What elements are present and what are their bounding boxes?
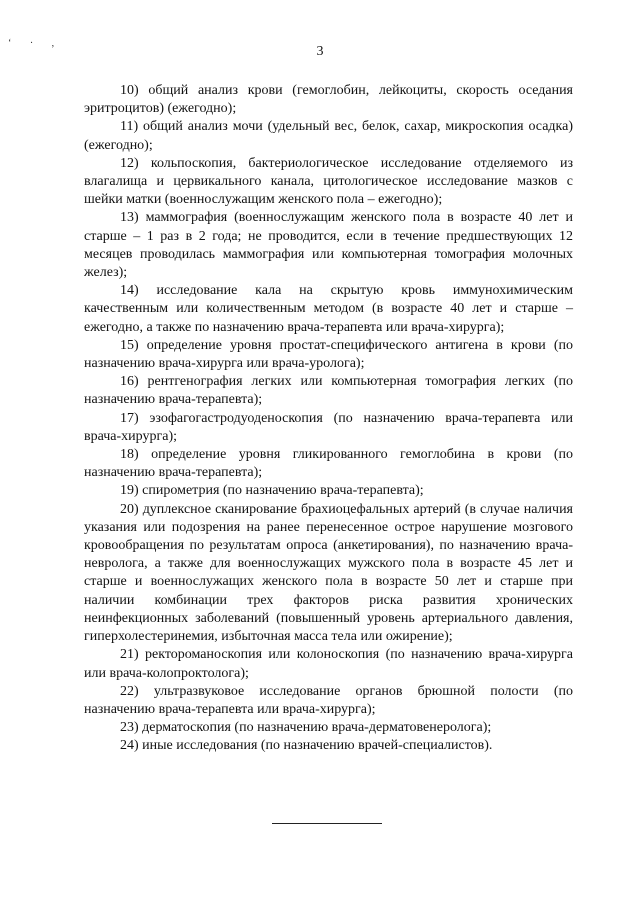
end-divider-line: [272, 823, 382, 824]
list-item: 16) рентгенография легких или компьютерная томография легких (по назначению врача-терапевта);: [84, 374, 573, 408]
list-item: 15) определение уровня простат-специфического антигена в крови (по назначению врача-хирурга или врача-уролога);: [84, 337, 573, 372]
list-item: 21) ректороманоскопия или колоноскопия (по назначению врача-хирурга или врача-колопроктолога);: [84, 647, 573, 681]
list-item: 19) спирометрия (по назначению врача-терапевта);: [120, 483, 424, 499]
list-item: 20) дуплексное сканирование брахиоцефальных артерий (в случае наличия указания или подозрения на ранее перенесенное острое нарушение мозгового кровообращения по результатам опроса (анкетирования), по назначению врача-невролога, а также для военнослужащих мужского пола в возрасте 45 лет и старше и военнослужащих женского пола в возрасте 50 лет и старше при наличии комбинации трех факторов риска развития хронических неинфекционных заболеваний (повышенный уровень артериального давления, гиперхолестеринемия, избыточная масса тела или ожирение);: [84, 501, 573, 645]
list-item: 13) маммография (военнослужащим женского пола в возрасте 40 лет и старше – 1 раз в 2 года; не проводится, если в течение предшествующих 12 месяцев проводилась маммография или компьютерная томография молочных желез);: [84, 210, 573, 281]
list-item: 24) иные исследования (по назначению врачей-специалистов).: [120, 738, 493, 754]
page-number: 3: [316, 44, 324, 59]
list-item: 23) дерматоскопия (по назначению врача-дерматовенеролога);: [120, 720, 492, 736]
list-item: 17) эзофагогастродуоденоскопия (по назначению врача-терапевта или врача-хирурга);: [84, 410, 573, 444]
list-item: 12) кольпоскопия, бактериологическое исследование отделяемого из влагалища и цервикального канала, цитологическое исследование мазков с шейки матки (военнослужащим женского пола – ежегодно);: [84, 155, 573, 208]
list-item: 10) общий анализ крови (гемоглобин, лейкоциты, скорость оседания эритроцитов) (ежегодно);: [84, 83, 573, 117]
list-item: 14) исследование кала на скрытую кровь иммунохимическим качественным или количественным методом (в возрасте 40 лет и старше – ежегодно, а также по назначению врача-терапевта или врача-хирурга);: [84, 283, 573, 335]
list-item: 18) определение уровня гликированного гемоглобина в крови (по назначению врача-терапевта);: [84, 447, 573, 481]
document-body: [84, 82, 573, 756]
list-item: 11) общий анализ мочи (удельный вес, белок, сахар, микроскопия осадка) (ежегодно);: [84, 119, 573, 153]
scan-artifact-marks: ‘ · ,: [8, 38, 63, 49]
list-item: 22) ультразвуковое исследование органов брюшной полости (по назначению врача-терапевта или врача-хирурга);: [84, 683, 573, 717]
